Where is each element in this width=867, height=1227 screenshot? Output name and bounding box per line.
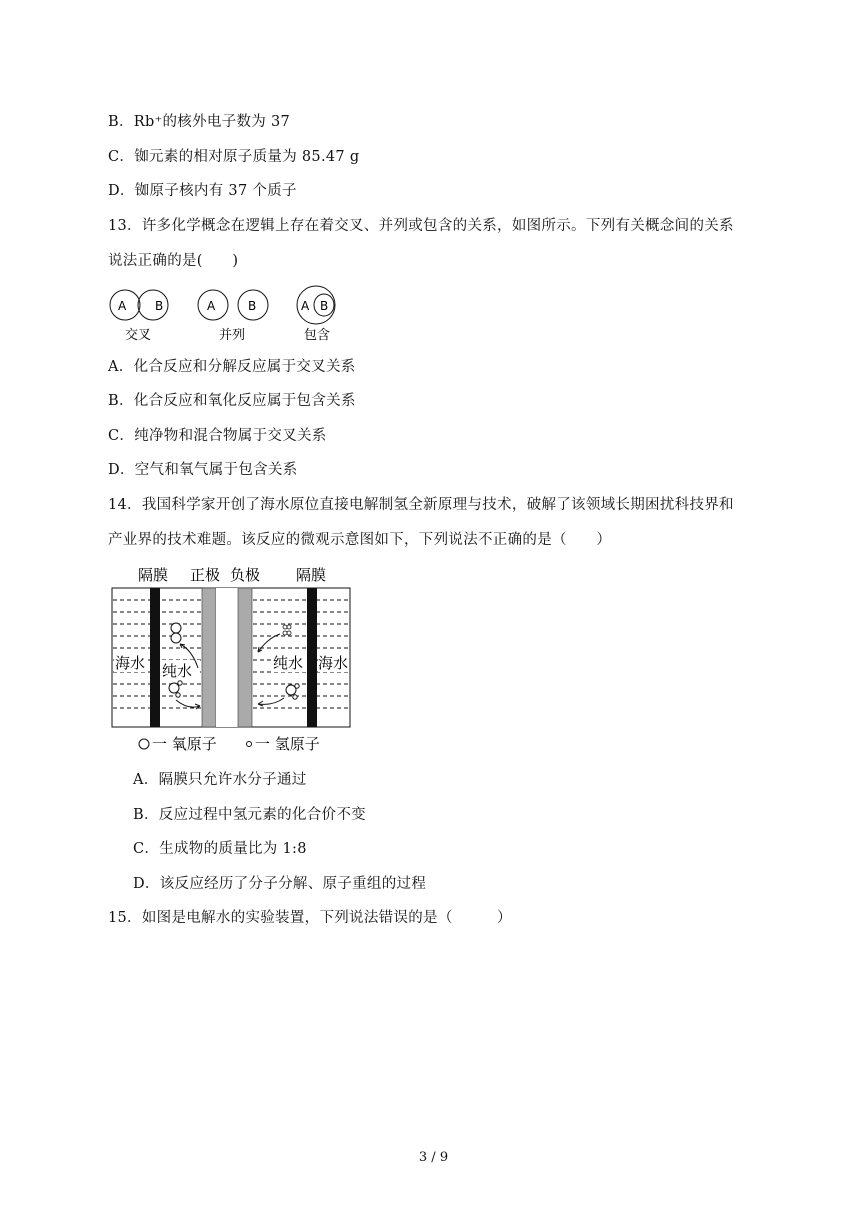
q13-option-c: C．纯净物和混合物属于交叉关系 xyxy=(108,428,327,444)
q14-option-a: A．隔膜只允许水分子通过 xyxy=(133,772,307,788)
diagram-caption-inclusion: 包含 xyxy=(304,328,331,343)
q13-relationship-diagram xyxy=(105,285,375,347)
label-membrane-right: 隔膜 xyxy=(296,566,327,584)
q12-option-d: D．铷原子核内有 37 个质子 xyxy=(108,183,297,199)
label-seawater-right: 海水 xyxy=(318,654,349,672)
q13-stem-line2: 说法正确的是( ) xyxy=(108,253,239,269)
legend-hydrogen-icon xyxy=(247,742,252,747)
label-purewater-left: 纯水 xyxy=(162,662,193,680)
q14-option-c: C．生成物的质量比为 1:8 xyxy=(133,841,307,857)
label-anode: 正极 xyxy=(190,566,221,584)
label-cathode: 负极 xyxy=(230,566,261,584)
membrane-right xyxy=(307,588,317,727)
membrane-left xyxy=(150,588,160,727)
diagram-inclusion xyxy=(297,286,335,343)
q12-option-b: B．Rb⁺的核外电子数为 37 xyxy=(108,114,291,130)
legend-hydrogen-label: 一 氢原子 xyxy=(255,735,320,753)
cathode-electrode xyxy=(238,588,252,727)
q13-option-d: D．空气和氧气属于包含关系 xyxy=(108,462,298,478)
q13-stem-line1: 13．许多化学概念在逻辑上存在着交叉、并列或包含的关系，如图所示。下列有关概念间的关系 xyxy=(108,218,734,234)
legend-oxygen-icon xyxy=(139,739,149,749)
electrode-gap xyxy=(216,588,238,727)
q14-stem-line2: 产业界的技术难题。该反应的微观示意图如下，下列说法不正确的是（ ） xyxy=(108,532,612,548)
q15-stem: 15．如图是电解水的实验装置，下列说法错误的是（ ） xyxy=(108,910,512,926)
q14-stem-line1: 14．我国科学家开创了海水原位直接电解制氢全新原理与技术，破解了该领域长期困扰科技界和 xyxy=(108,497,734,513)
diagram-caption-parallel: 并列 xyxy=(219,328,246,343)
diagram-caption-intersection: 交叉 xyxy=(125,328,152,343)
q12-option-c: C．铷元素的相对原子质量为 85.47 g xyxy=(108,149,360,165)
anode-electrode xyxy=(202,588,216,727)
q13-option-a: A．化合反应和分解反应属于交叉关系 xyxy=(108,359,356,375)
label-purewater-right: 纯水 xyxy=(273,654,304,672)
label-seawater-left: 海水 xyxy=(115,654,146,672)
diagram-label-a: A xyxy=(207,299,216,313)
legend-oxygen-label: 一 氧原子 xyxy=(152,735,217,753)
diagram-intersection xyxy=(110,290,168,343)
page-number: 3 / 9 xyxy=(418,1150,449,1165)
q14-electrolysis-figure xyxy=(108,560,358,756)
q14-option-d: D．该反应经历了分子分解、原子重组的过程 xyxy=(133,876,427,892)
diagram-label-b: B xyxy=(320,299,329,313)
diagram-label-a: A xyxy=(118,299,127,313)
diagram-label-b: B xyxy=(155,299,164,313)
diagram-label-b: B xyxy=(248,299,257,313)
diagram-parallel xyxy=(198,290,268,343)
q13-option-b: B．化合反应和氧化反应属于包含关系 xyxy=(108,393,356,409)
diagram-label-a: A xyxy=(301,299,310,313)
q14-option-b: B．反应过程中氢元素的化合价不变 xyxy=(133,807,366,823)
label-membrane-left: 隔膜 xyxy=(138,566,169,584)
